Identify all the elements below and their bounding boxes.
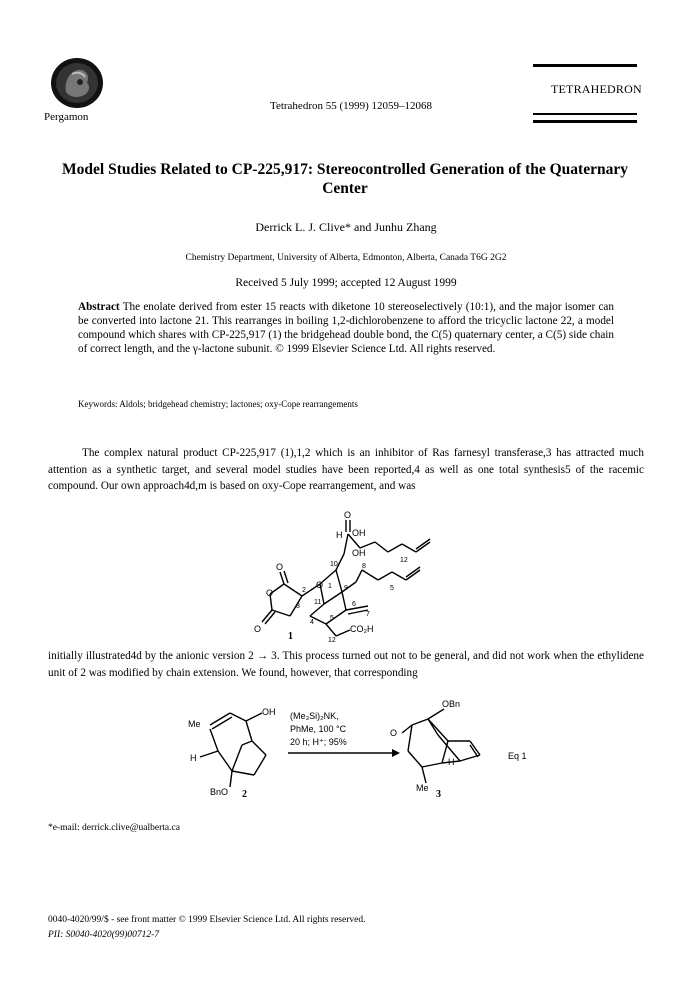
s1-n4: 4 [310, 619, 314, 626]
body-paragraph-1: The complex natural product CP-225,917 (1),1,2 which is an inhibitor of Ras farnesyl transferase,3 has attracted much attention as a synthetic target, and several model studies have been reported,4 as well as one total synthesis5 of the racemic compound. Our own approach4d,m is based on oxy-Cope rearrangement, and was [48, 447, 644, 492]
s1-n2: 2 [302, 587, 306, 594]
s1-n8: 8 [362, 563, 366, 570]
compound-2-number: 2 [242, 789, 247, 800]
s1-n5: 5 [330, 615, 334, 622]
s1-n12-side: 12 [400, 557, 408, 564]
s1-n11: 11 [314, 599, 322, 606]
s1-n5-side: 5 [390, 585, 394, 592]
abstract-label: Abstract [78, 301, 120, 313]
copyright-line: 0040-4020/99/$ - see front matter © 1999 Elsevier Science Ltd. All rights reserved. [48, 915, 366, 925]
keywords: Keywords: Aldols; bridgehead chemistry; lactones; oxy-Cope rearrangements [78, 399, 358, 409]
s1-o2: O [276, 562, 284, 572]
s1-oh1: OH [352, 528, 366, 538]
eq1-me: Me [188, 719, 201, 729]
eq1-h-product: H [448, 757, 455, 767]
abstract [78, 300, 614, 356]
eq1-oh: OH [262, 707, 276, 717]
s1-n9: 9 [344, 585, 348, 592]
eq1-obn: OBn [442, 699, 461, 709]
journal-citation: Tetrahedron 55 (1999) 12059–12068 [270, 100, 433, 112]
author-email-footnote: *e-mail: derrick.clive@ualberta.ca [48, 823, 180, 833]
author-list: Derrick L. J. Clive* and Junhu Zhang [255, 220, 437, 234]
s1-n6: 6 [352, 601, 356, 608]
eq1-reagent-line3: 20 h; H⁺; 95% [290, 737, 347, 747]
header-rule-bottom [533, 120, 637, 123]
equation-1-diagram [170, 695, 550, 805]
compound-1-number: 1 [288, 631, 293, 642]
s1-n1: 1 [328, 583, 332, 590]
s1-oh2: OH [352, 548, 366, 558]
s1-n12: 12 [328, 637, 336, 644]
received-dates: Received 5 July 1999; accepted 12 August 1999 [235, 277, 457, 289]
s1-h: H [336, 530, 343, 540]
s1-n3: 3 [296, 603, 300, 610]
eq1-bno: BnO [210, 787, 229, 797]
publisher-name: Pergamon [44, 111, 89, 123]
eq1-me-product: Me [416, 783, 429, 793]
journal-name: TETRAHEDRON [551, 82, 642, 96]
structure-1-diagram [240, 512, 450, 642]
eq1-h: H [190, 753, 197, 763]
s1-co2h: CO₂H [350, 624, 374, 634]
compound-3-number: 3 [436, 789, 441, 800]
header-rule-mid [533, 113, 637, 115]
s1-o-top: O [344, 510, 352, 520]
s1-n7: 7 [366, 611, 370, 618]
eq1-o: O [390, 728, 398, 738]
article-title: Model Studies Related to CP-225,917: Stereocontrolled Generation of the Quaternary Center [62, 161, 628, 197]
s1-o1: O [316, 580, 324, 590]
eq1-reagent-line2: PhMe, 100 °C [290, 724, 347, 734]
s1-o3: O [266, 588, 274, 598]
eq1-reagent-line1: (Me₃Si)₂NK, [290, 711, 339, 721]
body-paragraph-2: initially illustrated4d by the anionic version 2 → 3. This process turned out not to be general, and did not work when the ethylidene unit of 2 was modified by chain extension. We found, however, that corresponding [48, 650, 644, 679]
abstract-text: The enolate derived from ester 15 reacts with diketone 10 stereoselectively (10:1), and the major isomer can be converted into lactone 21. This rearranges in boiling 1,2-dichlorobenzene to afford the tricyclic lactone 22, a model compound which shares with CP-225,917 (1) the bridgehead double bond, the C(5) quaternary center, a C(5) side chain of correct length, and the γ-lactone subunit. © 1999 Elsevier Science Ltd. All rights reserved. [78, 301, 614, 355]
eq1-label: Eq 1 [508, 751, 527, 761]
s1-o4: O [254, 624, 262, 634]
pii-line: PII: S0040-4020(99)00712-7 [48, 930, 160, 940]
s1-n10: 10 [330, 561, 338, 568]
header-rule-top [533, 64, 637, 67]
affiliation: Chemistry Department, University of Alberta, Edmonton, Alberta, Canada T6G 2G2 [185, 253, 507, 263]
pergamon-logo-icon [46, 56, 108, 110]
